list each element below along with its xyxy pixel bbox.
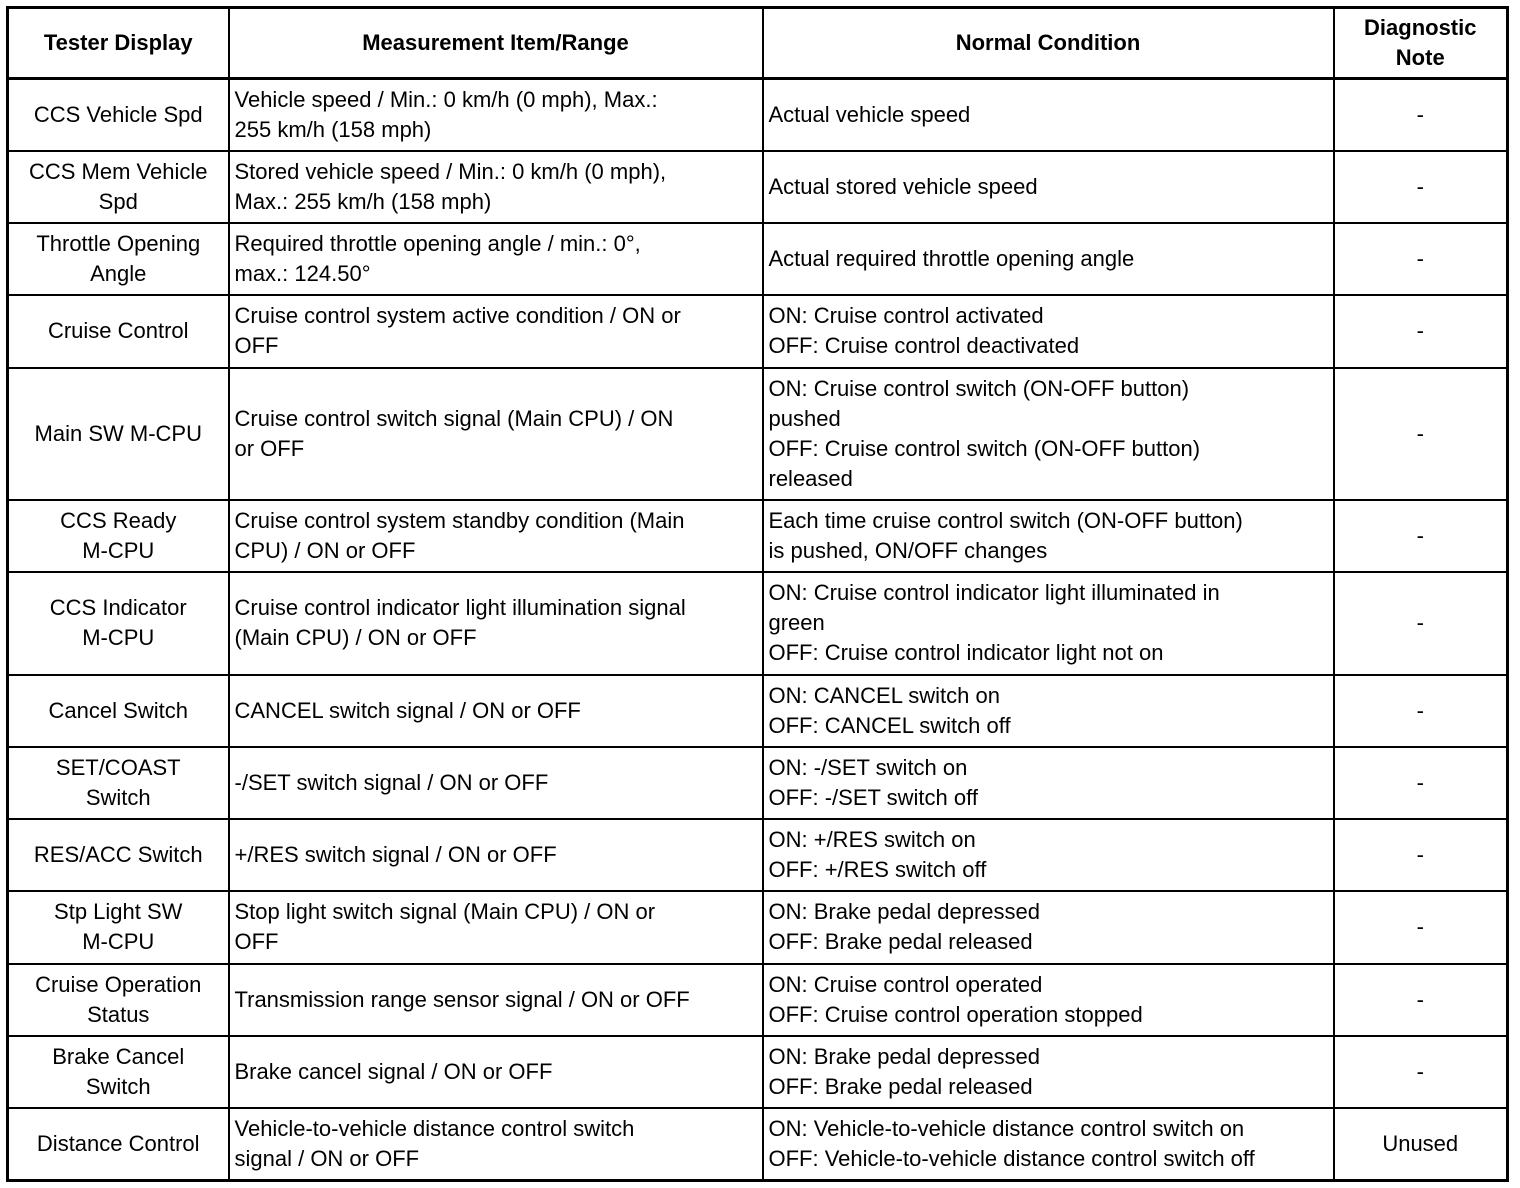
normal-condition-line: OFF: +/RES switch off — [768, 857, 987, 883]
normal-condition-line: Actual vehicle speed — [768, 101, 971, 127]
measurement-range-line: signal / ON or OFF — [234, 1146, 420, 1172]
data-list-table — [6, 6, 1509, 1182]
tester-display-line: Main SW M-CPU — [34, 420, 202, 446]
table-row — [8, 223, 1508, 295]
table-row — [8, 891, 1508, 963]
normal-condition-cell — [763, 223, 1334, 295]
normal-condition-line: released — [768, 465, 853, 491]
table-row — [8, 1036, 1508, 1108]
tester-display-line: M-CPU — [82, 929, 155, 955]
measurement-range-cell — [229, 675, 763, 747]
diagnostic-note-cell: - — [1334, 819, 1508, 891]
normal-condition-line: ON: CANCEL switch on — [768, 682, 1000, 708]
normal-condition-line: OFF: -/SET switch off — [768, 784, 978, 810]
measurement-range-line: Vehicle-to-vehicle distance control switch — [234, 1116, 635, 1142]
measurement-range-line: 255 km/h (158 mph) — [234, 116, 432, 142]
header-normal-condition: Normal Condition — [763, 8, 1334, 79]
table-row — [8, 964, 1508, 1036]
tester-display-cell — [8, 964, 229, 1036]
header-diagnostic-note — [1334, 8, 1508, 79]
normal-condition-line: OFF: Brake pedal released — [768, 1073, 1033, 1099]
normal-condition-cell — [763, 819, 1334, 891]
table-row — [8, 368, 1508, 500]
tester-display-line: Brake Cancel — [52, 1043, 185, 1069]
tester-display-line: SET/COAST — [55, 754, 181, 780]
tester-display-cell — [8, 819, 229, 891]
measurement-range-line: Cruise control switch signal (Main CPU) / ON — [234, 405, 674, 431]
measurement-range-line: CPU) / ON or OFF — [234, 538, 416, 564]
header-measurement-item-range: Measurement Item/Range — [229, 8, 763, 79]
measurement-range-cell — [229, 1036, 763, 1108]
tester-display-line: CCS Indicator — [49, 595, 187, 621]
normal-condition-line: ON: Cruise control activated — [768, 303, 1044, 329]
measurement-range-line: Stored vehicle speed / Min.: 0 km/h (0 mph), — [234, 158, 667, 184]
normal-condition-line: ON: Cruise control switch (ON-OFF button) — [768, 375, 1190, 401]
measurement-range-cell — [229, 151, 763, 223]
normal-condition-cell — [763, 500, 1334, 572]
normal-condition-line: ON: Brake pedal depressed — [768, 1043, 1040, 1069]
diagnostic-note-cell: - — [1334, 1036, 1508, 1108]
tester-display-line: M-CPU — [82, 538, 155, 564]
tester-display-line: CCS Vehicle Spd — [33, 101, 203, 127]
normal-condition-line: OFF: Cruise control deactivated — [768, 333, 1080, 359]
diagnostic-note-cell: - — [1334, 79, 1508, 151]
measurement-range-line: OFF — [234, 333, 279, 359]
normal-condition-line: green — [768, 610, 825, 636]
tester-display-cell — [8, 368, 229, 500]
tester-display-cell — [8, 572, 229, 674]
tester-display-line: Cruise Control — [47, 318, 189, 344]
measurement-range-cell — [229, 368, 763, 500]
diagnostic-note-cell: - — [1334, 295, 1508, 367]
tester-display-cell — [8, 747, 229, 819]
table-row — [8, 151, 1508, 223]
header-diagnostic-note-line2: Note — [1395, 45, 1445, 70]
document-sheet — [6, 6, 1506, 1182]
measurement-range-cell — [229, 819, 763, 891]
normal-condition-line: ON: Cruise control operated — [768, 971, 1043, 997]
measurement-range-line: Cruise control system standby condition (Main — [234, 508, 685, 534]
measurement-range-line: Stop light switch signal (Main CPU) / ON or — [234, 899, 656, 925]
normal-condition-line: ON: Brake pedal depressed — [768, 899, 1040, 925]
tester-display-cell — [8, 500, 229, 572]
normal-condition-line: Actual required throttle opening angle — [768, 246, 1135, 272]
measurement-range-line: +/RES switch signal / ON or OFF — [234, 842, 557, 868]
table-row — [8, 572, 1508, 674]
diagnostic-note-cell: - — [1334, 368, 1508, 500]
normal-condition-line: ON: Vehicle-to-vehicle distance control switch on — [768, 1116, 1245, 1142]
table-row — [8, 819, 1508, 891]
normal-condition-line: is pushed, ON/OFF changes — [768, 538, 1048, 564]
tester-display-cell — [8, 675, 229, 747]
normal-condition-cell — [763, 747, 1334, 819]
diagnostic-note-cell: - — [1334, 747, 1508, 819]
tester-display-line: Switch — [85, 784, 151, 810]
normal-condition-cell — [763, 1108, 1334, 1180]
tester-display-line: Cruise Operation — [35, 971, 202, 997]
table-row — [8, 1108, 1508, 1180]
table-header — [8, 8, 1508, 79]
normal-condition-line: Each time cruise control switch (ON-OFF button) — [768, 508, 1243, 534]
normal-condition-cell — [763, 368, 1334, 500]
tester-display-line: Throttle Opening — [36, 231, 201, 257]
table-body — [8, 79, 1508, 1181]
measurement-range-line: Max.: 255 km/h (158 mph) — [234, 188, 492, 214]
diagnostic-note-cell: - — [1334, 500, 1508, 572]
table-row — [8, 500, 1508, 572]
normal-condition-cell — [763, 964, 1334, 1036]
tester-display-line: Angle — [90, 261, 147, 287]
normal-condition-cell — [763, 151, 1334, 223]
measurement-range-line: Transmission range sensor signal / ON or OFF — [234, 986, 690, 1012]
tester-display-cell — [8, 223, 229, 295]
tester-display-cell — [8, 79, 229, 151]
normal-condition-line: ON: Cruise control indicator light illuminated in — [768, 580, 1220, 606]
measurement-range-cell — [229, 747, 763, 819]
diagnostic-note-cell: - — [1334, 572, 1508, 674]
tester-display-cell — [8, 151, 229, 223]
header-row — [8, 8, 1508, 79]
measurement-range-cell — [229, 295, 763, 367]
measurement-range-line: -/SET switch signal / ON or OFF — [234, 769, 549, 795]
table-row — [8, 747, 1508, 819]
measurement-range-line: Brake cancel signal / ON or OFF — [234, 1058, 553, 1084]
measurement-range-line: Cruise control indicator light illumination signal — [234, 595, 686, 621]
table-row — [8, 675, 1508, 747]
normal-condition-line: OFF: Cruise control switch (ON-OFF button) — [768, 435, 1201, 461]
tester-display-cell — [8, 1108, 229, 1180]
diagnostic-note-cell: - — [1334, 964, 1508, 1036]
normal-condition-cell — [763, 891, 1334, 963]
normal-condition-line: ON: +/RES switch on — [768, 827, 976, 853]
tester-display-line: CCS Mem Vehicle — [28, 158, 208, 184]
diagnostic-note-cell: - — [1334, 223, 1508, 295]
normal-condition-line: Actual stored vehicle speed — [768, 173, 1038, 199]
measurement-range-line: or OFF — [234, 435, 305, 461]
table-row — [8, 79, 1508, 151]
tester-display-line: Spd — [98, 188, 138, 214]
measurement-range-line: OFF — [234, 929, 279, 955]
normal-condition-line: OFF: CANCEL switch off — [768, 712, 1011, 738]
header-diagnostic-note-line1: Diagnostic — [1364, 15, 1477, 40]
measurement-range-line: max.: 124.50° — [234, 261, 371, 287]
diagnostic-note-cell: - — [1334, 675, 1508, 747]
normal-condition-line: OFF: Brake pedal released — [768, 929, 1033, 955]
measurement-range-cell — [229, 79, 763, 151]
measurement-range-cell — [229, 572, 763, 674]
tester-display-line: Stp Light SW — [54, 899, 183, 925]
tester-display-line: Status — [87, 1001, 150, 1027]
tester-display-line: CCS Ready — [60, 508, 177, 534]
measurement-range-cell — [229, 1108, 763, 1180]
diagnostic-note-cell: - — [1334, 151, 1508, 223]
measurement-range-cell — [229, 964, 763, 1036]
tester-display-line: Switch — [85, 1073, 151, 1099]
diagnostic-note-cell: Unused — [1334, 1108, 1508, 1180]
measurement-range-cell — [229, 223, 763, 295]
table-row — [8, 295, 1508, 367]
tester-display-cell — [8, 891, 229, 963]
normal-condition-line: ON: -/SET switch on — [768, 754, 968, 780]
measurement-range-cell — [229, 891, 763, 963]
normal-condition-cell — [763, 675, 1334, 747]
tester-display-cell — [8, 295, 229, 367]
normal-condition-cell — [763, 79, 1334, 151]
normal-condition-line: OFF: Cruise control indicator light not on — [768, 640, 1164, 666]
normal-condition-line: OFF: Cruise control operation stopped — [768, 1001, 1143, 1027]
tester-display-cell — [8, 1036, 229, 1108]
tester-display-line: RES/ACC Switch — [33, 842, 203, 868]
diagnostic-note-cell: - — [1334, 891, 1508, 963]
tester-display-line: Cancel Switch — [48, 697, 188, 723]
normal-condition-cell — [763, 1036, 1334, 1108]
measurement-range-line: Vehicle speed / Min.: 0 km/h (0 mph), Max.: — [234, 86, 658, 112]
header-tester-display: Tester Display — [8, 8, 229, 79]
tester-display-line: Distance Control — [36, 1131, 200, 1157]
measurement-range-line: Cruise control system active condition / ON or — [234, 303, 681, 329]
normal-condition-cell — [763, 295, 1334, 367]
normal-condition-cell — [763, 572, 1334, 674]
measurement-range-line: (Main CPU) / ON or OFF — [234, 625, 477, 651]
measurement-range-line: CANCEL switch signal / ON or OFF — [234, 697, 581, 723]
measurement-range-cell — [229, 500, 763, 572]
normal-condition-line: pushed — [768, 405, 841, 431]
measurement-range-line: Required throttle opening angle / min.: 0°, — [234, 231, 641, 257]
normal-condition-line: OFF: Vehicle-to-vehicle distance control switch off — [768, 1146, 1255, 1172]
tester-display-line: M-CPU — [82, 625, 155, 651]
